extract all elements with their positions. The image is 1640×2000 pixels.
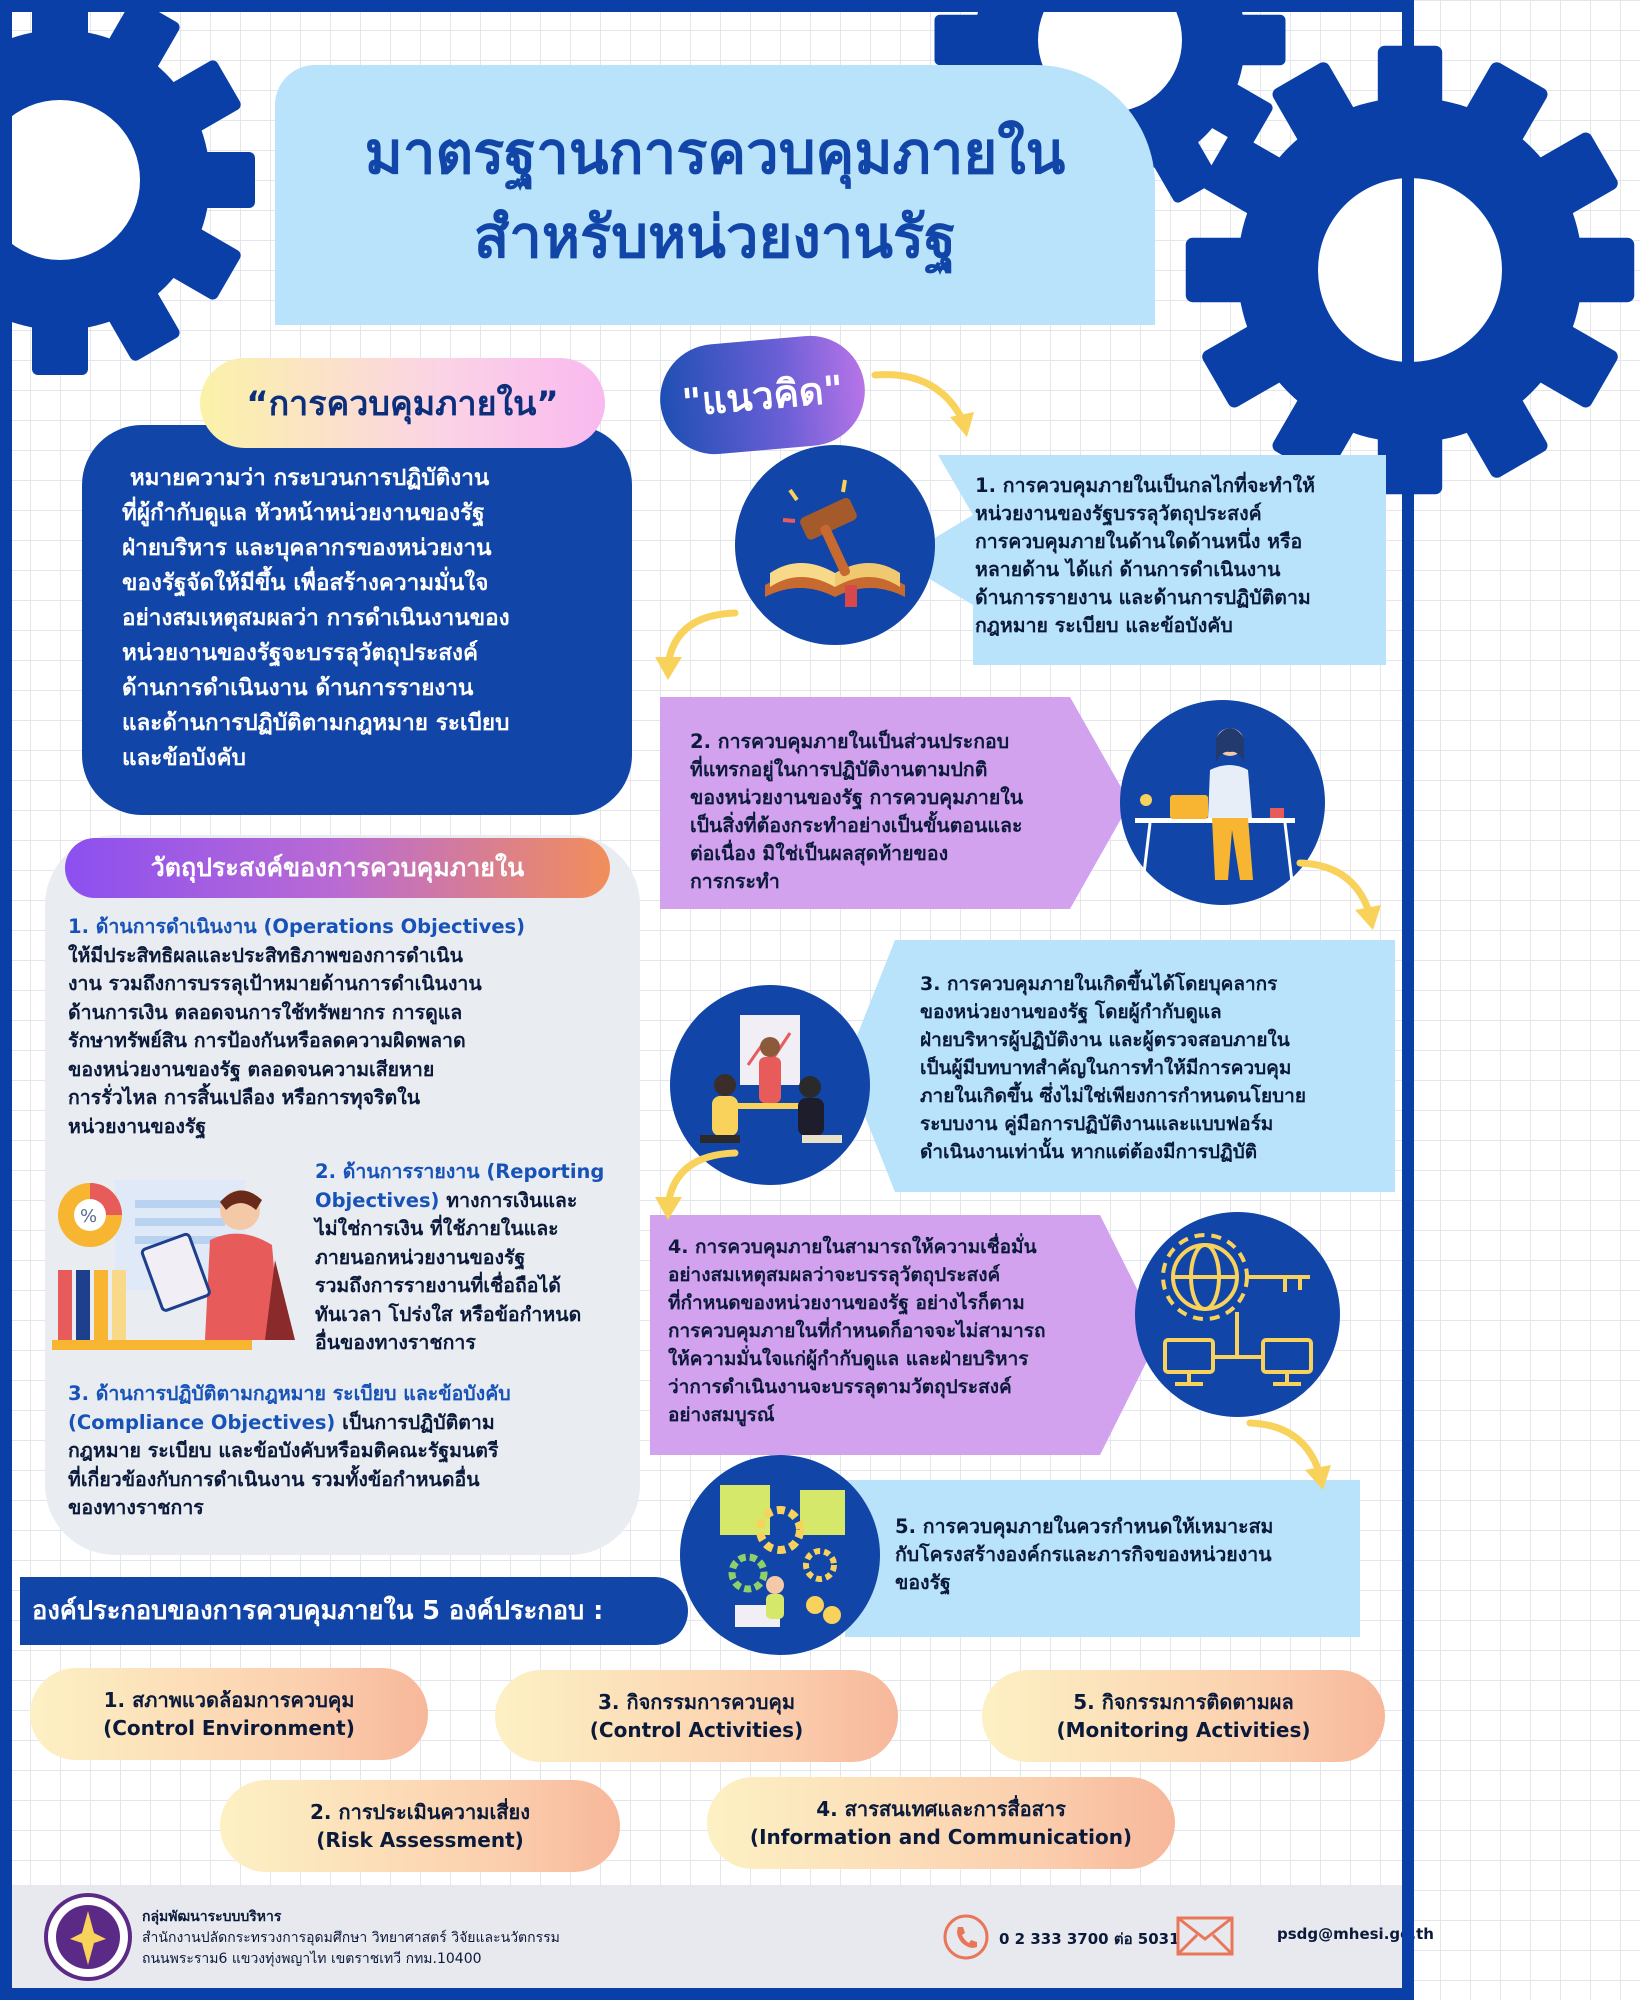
component-subtitle: (Control Activities) <box>589 1718 804 1742</box>
page-title-line2: สำหรับหน่วยงานรัฐ <box>473 203 957 271</box>
objective-3-title: 3. ด้านการปฏิบัติตามกฎหมาย ระเบียบ และข้อบังคับ <box>68 1382 511 1405</box>
objective-2 <box>315 1158 645 1358</box>
component-title: 1. สภาพแวดล้อมการควบคุม <box>103 1688 355 1712</box>
component-title: 3. กิจกรรมการควบคุม <box>597 1690 796 1714</box>
concept-text-3 <box>920 970 1385 1166</box>
ministry-seal-icon <box>44 1893 132 1981</box>
definition-line: ด้านการดำเนินงาน ด้านการรายงาน <box>122 675 474 701</box>
globe-key-network-icon <box>1135 1212 1340 1417</box>
definition-line: ของรัฐจัดให้มีขึ้น เพื่อสร้างความมั่นใจ <box>122 570 489 596</box>
org-info <box>142 1907 560 1970</box>
curved-arrow-icon <box>870 365 980 445</box>
concept-line: ฝ่ายบริหารผู้ปฏิบัติงาน และผู้ตรวจสอบภายใน <box>920 1029 1290 1051</box>
concept-line: 5. การควบคุมภายในควรกำหนดให้เหมาะสม <box>895 1515 1274 1538</box>
curved-arrow-icon <box>1245 1415 1335 1495</box>
concept-line: 3. การควบคุมภายในเกิดขึ้นได้โดยบุคลากร <box>920 973 1278 995</box>
concept-line: ของหน่วยงานของรัฐ โดยผู้กำกับดูแล <box>920 1001 1222 1023</box>
objective-line: รักษาทรัพย์สิน การป้องกันหรือลดความผิดพลาด <box>68 1029 466 1052</box>
component-2 <box>220 1780 620 1872</box>
objective-line: รวมถึงการรายงานที่เชื่อถือได้ <box>315 1274 561 1297</box>
concept-line: ของรัฐ <box>895 1571 951 1594</box>
concept-text-1 <box>975 472 1370 640</box>
concept-line: ด้านการรายงาน และด้านการปฏิบัติตาม <box>975 586 1311 609</box>
footer <box>12 1885 1434 1988</box>
definition-line: อย่างสมเหตุสมผลว่า การดำเนินงานของ <box>122 605 510 631</box>
concept-line: ให้ความมั่นใจแก่ผู้กำกับดูแล และฝ่ายบริหาร <box>668 1348 1029 1370</box>
objective-2-title-cont: Objectives) <box>315 1188 440 1212</box>
objective-line: ของทางราชการ <box>68 1496 204 1519</box>
objective-line: ด้านการเงิน ตลอดจนการใช้ทรัพยากร การดูแล <box>68 1000 463 1024</box>
component-subtitle: (Control Environment) <box>103 1716 355 1740</box>
concept-line: อย่างสมบูรณ์ <box>668 1404 775 1426</box>
objective-1 <box>68 913 628 1141</box>
component-title: 4. สารสนเทศและการสื่อสาร <box>816 1797 1066 1821</box>
concept-line: เป็นสิ่งที่ต้องกระทำอย่างเป็นขั้นตอนและ <box>690 814 1023 837</box>
objective-2-title: 2. ด้านการรายงาน (Reporting <box>315 1160 605 1183</box>
component-title: 5. กิจกรรมการติดตามผล <box>1073 1690 1294 1714</box>
concept-image-5 <box>680 1455 880 1655</box>
objective-line: อื่นของทางราชการ <box>315 1331 476 1354</box>
concept-heading: "แนวคิด" <box>656 331 870 458</box>
concept-line: ที่กำหนดของหน่วยงานของรัฐ อย่างไรก็ตาม <box>668 1292 1025 1314</box>
concept-line: กับโครงสร้างองค์กรและภารกิจของหน่วยงาน <box>895 1543 1272 1566</box>
objective-1-title: 1. ด้านการดำเนินงาน (Operations Objectives) <box>68 915 526 938</box>
objective-line: ทันเวลา โปร่งใส หรือข้อกำหนด <box>315 1302 582 1326</box>
definition-line: ที่ผู้กำกับดูแล หัวหน้าหน่วยงานของรัฐ <box>122 500 485 526</box>
org-address-line: ถนนพระราม6 แขวงทุ่งพญาไท เขตราชเทวี กทม.10400 <box>142 1951 482 1967</box>
objective-line: กฎหมาย ระเบียบ และข้อบังคับหรือมติคณะรัฐมนตรี <box>68 1439 499 1462</box>
objective-3 <box>68 1380 638 1523</box>
concept-image-4 <box>1135 1212 1340 1417</box>
phone-number[interactable]: 0 2 333 3700 ต่อ 5031 <box>999 1930 1180 1948</box>
objective-line: ภายนอกหน่วยงานของรัฐ <box>315 1245 526 1269</box>
objective-line: งาน รวมถึงการบรรลุเป้าหมายด้านการดำเนินงาน <box>68 972 482 995</box>
concept-text-2 <box>690 728 1110 896</box>
component-title: 2. การประเมินความเสี่ยง <box>310 1800 530 1824</box>
objective-line: หน่วยงานของรัฐ <box>68 1114 207 1138</box>
email-address[interactable]: psdg@mhesi.go.th <box>1277 1925 1434 1943</box>
objective-line: ที่เกี่ยวข้องกับการดำเนินงาน รวมทั้งข้อกำหนดอื่น <box>68 1467 480 1491</box>
definition-line: ฝ่ายบริหาร และบุคลากรของหน่วยงาน <box>122 535 492 561</box>
title-banner <box>275 65 1155 325</box>
gavel-book-icon <box>735 445 935 645</box>
concept-line: ที่แทรกอยู่ในการปฏิบัติงานตามปกติ <box>690 758 988 781</box>
gear-icon <box>0 0 260 380</box>
org-name: กลุ่มพัฒนาระบบบริหาร <box>142 1909 282 1925</box>
definition-line: หน่วยงานของรัฐจะบรรลุวัตถุประสงค์ <box>122 640 479 666</box>
component-subtitle: (Information and Communication) <box>749 1825 1133 1849</box>
definition-line: และด้านการปฏิบัติตามกฎหมาย ระเบียบ <box>122 710 510 736</box>
phone-icon <box>942 1913 990 1961</box>
definition-line: และข้อบังคับ <box>122 745 246 771</box>
definition-line: หมายความว่า กระบวนการปฏิบัติงาน <box>122 465 490 491</box>
curved-arrow-icon <box>1295 855 1385 935</box>
concept-text-4 <box>668 1233 1128 1429</box>
org-address-line: สำนักงานปลัดกระทรวงการอุดมศึกษา วิทยาศาสตร์ วิจัยและนวัตกรรม <box>142 1930 560 1946</box>
concept-line: ภายในเกิดขึ้น ซึ่งไม่ใช่เพียงการกำหนดนโยบาย <box>920 1085 1306 1107</box>
concept-line: ระบบงาน คู่มือการปฏิบัติงานและแบบฟอร์ม <box>920 1113 1274 1135</box>
mail-icon <box>1175 1915 1235 1957</box>
curved-arrow-icon <box>650 1145 740 1225</box>
objectives-heading: วัตถุประสงค์ของการควบคุมภายใน <box>65 838 610 898</box>
gears-team-icon <box>680 1455 880 1655</box>
concept-text-5 <box>895 1513 1355 1597</box>
objective-line: ของหน่วยงานของรัฐ ตลอดจนความเสียหาย <box>68 1057 435 1081</box>
objective-3-title-cont: (Compliance Objectives) <box>68 1410 336 1434</box>
concept-line: อย่างสมเหตุสมผลว่าจะบรรลุวัตถุประสงค์ <box>668 1264 1001 1286</box>
concept-line: หลายด้าน ได้แก่ ด้านการดำเนินงาน <box>975 558 1281 581</box>
component-5 <box>982 1670 1385 1762</box>
definition-box <box>82 425 632 815</box>
objective-line: ทางการเงินและ <box>439 1188 578 1212</box>
component-3 <box>495 1670 898 1762</box>
concept-line: ดำเนินงานเท่านั้น หากแต่ต้องมีการปฏิบัติ <box>920 1141 1258 1163</box>
objective-line: ไม่ใช่การเงิน ที่ใช้ภายในและ <box>315 1217 559 1240</box>
definition-heading: “การควบคุมภายใน” <box>200 358 605 448</box>
component-subtitle: (Risk Assessment) <box>316 1828 524 1852</box>
concept-line: หน่วยงานของรัฐบรรลุวัตถุประสงค์ <box>975 502 1262 525</box>
concept-line: 4. การควบคุมภายในสามารถให้ความเชื่อมั่น <box>668 1236 1037 1258</box>
concept-line: ต่อเนื่อง มิใช่เป็นผลสุดท้ายของ <box>690 842 949 865</box>
concept-line: 2. การควบคุมภายในเป็นส่วนประกอบ <box>690 730 1010 753</box>
components-heading: องค์ประกอบของการควบคุมภายใน 5 องค์ประกอบ : <box>20 1577 688 1645</box>
page-title-line1: มาตรฐานการควบคุมภายใน <box>364 119 1066 187</box>
concept-line: กฎหมาย ระเบียบ และข้อบังคับ <box>975 614 1233 637</box>
curved-arrow-icon <box>650 605 740 685</box>
concept-line: 1. การควบคุมภายในเป็นกลไกที่จะทำให้ <box>975 474 1316 497</box>
objective-line: การรั่วไหล การสิ้นเปลือง หรือการทุจริตใน <box>68 1086 421 1109</box>
concept-line: การควบคุมภายในด้านใดด้านหนึ่ง หรือ <box>975 530 1303 553</box>
concept-line: การควบคุมภายในที่กำหนดก็อาจจะไม่สามารถ <box>668 1320 1046 1342</box>
reporting-illustration <box>50 1170 310 1360</box>
gear-icon <box>1180 40 1640 500</box>
svg-text:%: % <box>80 1206 98 1227</box>
concept-line: ของหน่วยงานของรัฐ การควบคุมภายใน <box>690 786 1024 809</box>
concept-image-1 <box>735 445 935 645</box>
objective-line: ให้มีประสิทธิผลและประสิทธิภาพของการดำเนิน <box>68 943 463 967</box>
concept-line: เป็นผู้มีบทบาทสำคัญในการทำให้มีการควบคุม <box>920 1057 1292 1079</box>
concept-line: ว่าการดำเนินงานจะบรรลุตามวัตถุประสงค์ <box>668 1376 1012 1398</box>
component-subtitle: (Monitoring Activities) <box>1056 1718 1311 1742</box>
component-1 <box>30 1668 428 1760</box>
concept-line: การกระทำ <box>690 870 780 893</box>
component-4 <box>707 1777 1175 1869</box>
objective-line: เป็นการปฏิบัติตาม <box>335 1410 495 1434</box>
